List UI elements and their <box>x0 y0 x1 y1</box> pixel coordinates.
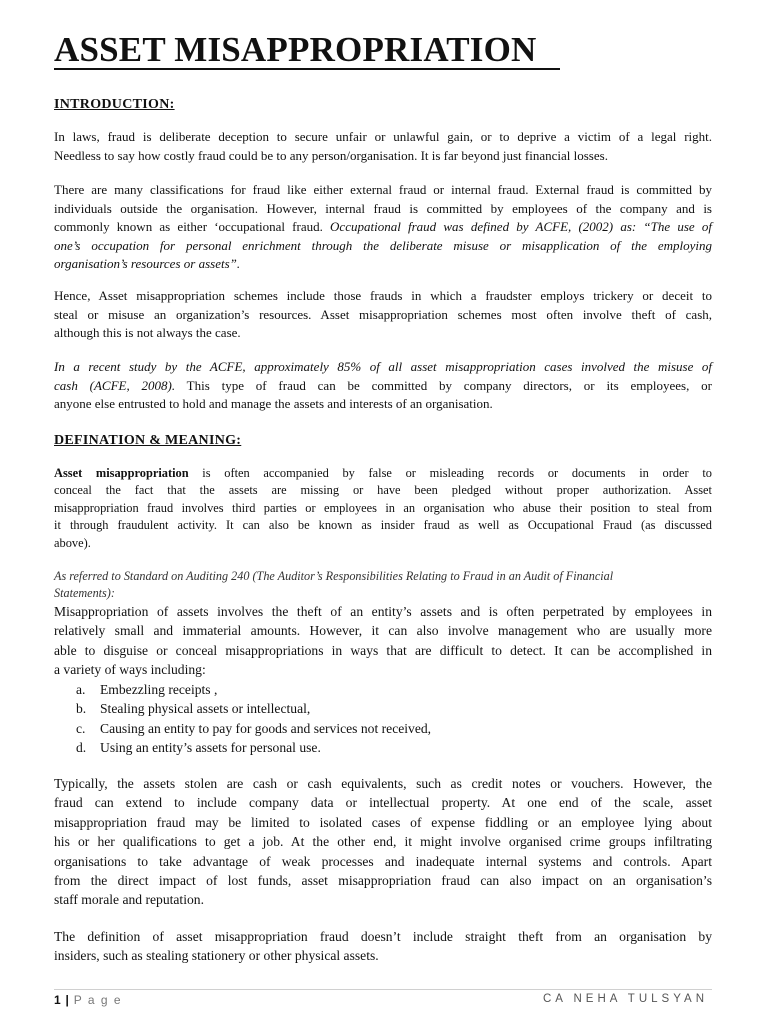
document-title: ASSET MISAPPROPRIATION <box>54 30 537 69</box>
footer-page-number: 1 | P a g e <box>54 993 123 1007</box>
title-underline <box>54 68 560 70</box>
intro-paragraph-1: In laws, fraud is deliberate deception to secure unfair or unlawful gain, or to deprive a victim of a legal right. Needless to say how costly fraud could be to any person/organisation. It is far beyond just financial losses. <box>54 129 712 163</box>
introduction-heading: INTRODUCTION: <box>54 97 175 112</box>
definition-paragraph-3: Typically, the assets stolen are cash or cash equivalents, such as credit notes or vouchers. However, the fraud can extend to include company data or intellectual property. At one end of the scale, asset misappropriation fraud may be limited to isolated cases of expense fiddling or an employee lying about his or her qualifications to get a job. At the other end, it might involve organised crime groups infiltrating organisations to take advantage of weak processes and inadequate internal systems and controls. Apart from the direct impact of lost funds, asset misappropriation fraud can also impact on an organisation’s staff morale and reputation. <box>54 776 712 908</box>
misappropriation-methods-list <box>54 680 431 758</box>
intro-paragraph-2: There are many classifications for fraud like either external fraud or internal fraud. External fraud is committed by individuals outside the organisation. However, internal fraud is committed by employees of the company and is commonly known as either ‘occupational fraud. Occupational fraud was defined by ACFE, (2002) as: “The use of one’s occupation for personal enrichment through the deliberate misuse or misapplication of the employing organisation’s resources or assets”. <box>54 182 712 272</box>
list-item: c. Causing an entity to pay for goods and services not received, <box>76 720 432 736</box>
definition-paragraph-4: The definition of asset misappropriation fraud doesn’t include straight theft from an organisation by insiders, such as stealing stationery or other physical assets. <box>54 929 712 964</box>
intro-paragraph-4: In a recent study by the ACFE, approximately 85% of all asset misappropriation cases involved the misuse of cash (ACFE, 2008). This type of fraud can be committed by company directors, or its employees, or anyone else entrusted to hold and manage the assets and interests of an organisation. <box>54 359 713 412</box>
footer-author: CA NEHA TULSYAN <box>542 993 708 1005</box>
intro-paragraph-3: Hence, Asset misappropriation schemes include those frauds in which a fraudster employs trickery or deceit to steal or misuse an organization’s resources. Asset misappropriation schemes most often involve theft of cash, although this is not always the case. <box>54 288 712 341</box>
list-item: a. Embezzling receipts , <box>76 682 218 697</box>
list-item: b. Stealing physical assets or intellectual, <box>76 701 311 717</box>
definition-heading: DEFINATION & MEANING: <box>54 433 242 448</box>
list-item: d. Using an entity’s assets for personal use. <box>76 740 321 756</box>
definition-paragraph-1: Asset misappropriation is often accompanied by false or misleading records or documents in order to conceal the fact that the assets are missing or have been pledged without proper authorization. Asset misappropriation fraud involves third parties or employees in an organisation who abuse their position to steal from it through fraudulent activity. It can also be known as insider fraud as well as Occupational Fraud (as discussed above). <box>54 466 712 550</box>
definition-paragraph-2: Misappropriation of assets involves the theft of an entity’s assets and is often perpetrated by employees in relatively small and immaterial amounts. However, it can also involve management who are usually more able to disguise or conceal misappropriations in ways that are difficult to detect. It can be accomplished in a variety of ways including: <box>54 604 712 678</box>
document-page <box>54 0 712 1024</box>
footer-divider <box>54 989 712 990</box>
standard-on-auditing-reference: As referred to Standard on Auditing 240 (The Auditor’s Responsibilities Relating to Fraud in an Audit of Financial Statements): <box>54 569 614 600</box>
